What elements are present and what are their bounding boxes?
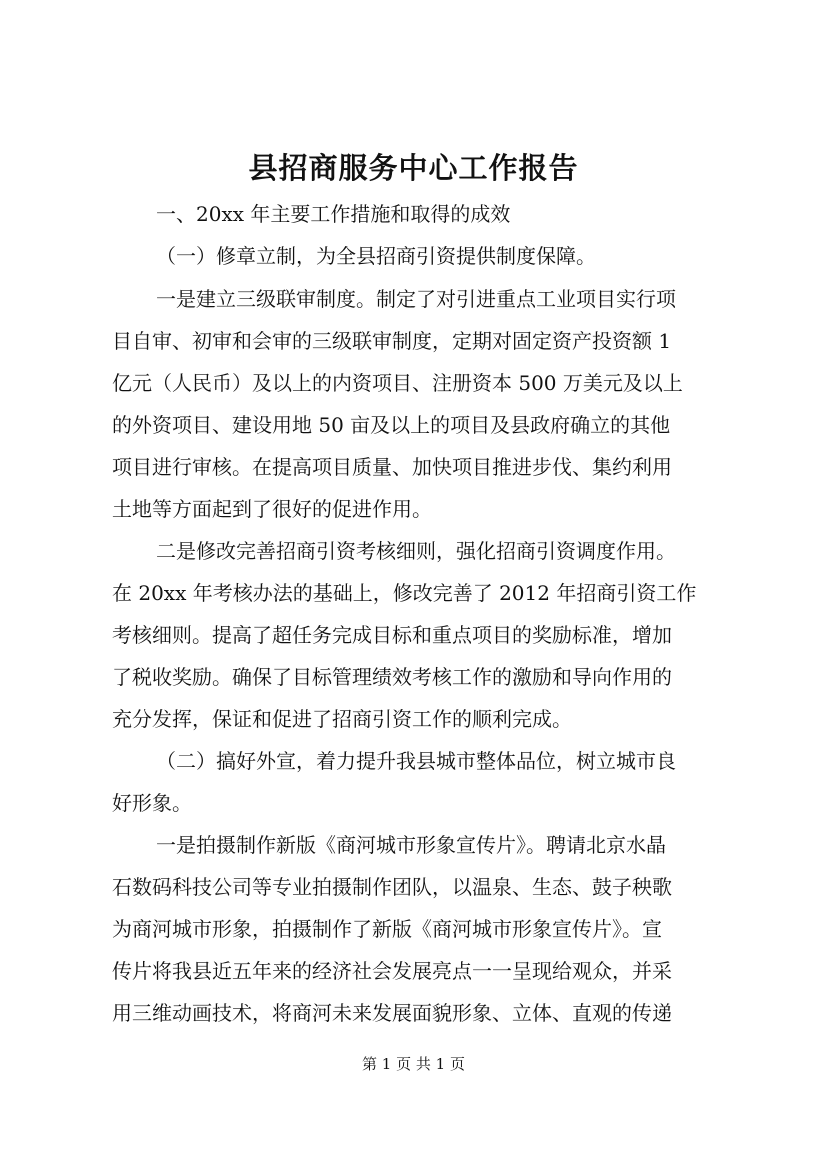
subsection-heading-2: （二）搞好外宣，着力提升我县城市整体品位，树立城市良 — [156, 749, 676, 773]
paragraph-line: 充分发挥，保证和促进了招商引资工作的顺利完成。 — [112, 707, 572, 731]
paragraph-line: 用三维动画技术，将商河未来发展面貌形象、立体、直观的传递 — [112, 1001, 672, 1025]
page-footer: 第 1 页 共 1 页 — [362, 1055, 465, 1073]
paragraph-line: 目自审、初审和会审的三级联审制度，定期对固定资产投资额 1 — [112, 329, 672, 353]
document-title: 县招商服务中心工作报告 — [248, 151, 579, 185]
paragraph-line: 的外资项目、建设用地 50 亩及以上的项目及县政府确立的其他 — [112, 413, 671, 437]
paragraph-line: 亿元（人民币）及以上的内资项目、注册资本 500 万美元及以上 — [112, 371, 683, 395]
section-heading-1: 一、20xx 年主要工作措施和取得的成效 — [156, 202, 511, 226]
paragraph-line: 传片将我县近五年来的经济社会发展亮点一一呈现给观众，并采 — [112, 959, 672, 983]
paragraph-line: 二是修改完善招商引资考核细则，强化招商引资调度作用。 — [156, 539, 676, 563]
paragraph-line: 为商河城市形象，拍摄制作了新版《商河城市形象宣传片》。宣 — [112, 917, 662, 941]
paragraph-line: 土地等方面起到了很好的促进作用。 — [112, 497, 432, 521]
paragraph-line: 石数码科技公司等专业拍摄制作团队，以温泉、生态、鼓子秧歌 — [112, 875, 672, 899]
subsection-heading-2-continued: 好形象。 — [112, 791, 192, 815]
paragraph-line: 一是拍摄制作新版《商河城市形象宣传片》。聘请北京水晶 — [156, 833, 666, 857]
paragraph-line: 了税收奖励。确保了目标管理绩效考核工作的激励和导向作用的 — [112, 665, 672, 689]
subsection-heading-1: （一）修章立制，为全县招商引资提供制度保障。 — [156, 244, 596, 268]
paragraph-line: 项目进行审核。在提高项目质量、加快项目推进步伐、集约利用 — [112, 455, 672, 479]
paragraph-line: 在 20xx 年考核办法的基础上，修改完善了 2012 年招商引资工作 — [112, 581, 697, 605]
paragraph-line: 一是建立三级联审制度。制定了对引进重点工业项目实行项 — [156, 287, 676, 311]
paragraph-line: 考核细则。提高了超任务完成目标和重点项目的奖励标准，增加 — [112, 623, 672, 647]
